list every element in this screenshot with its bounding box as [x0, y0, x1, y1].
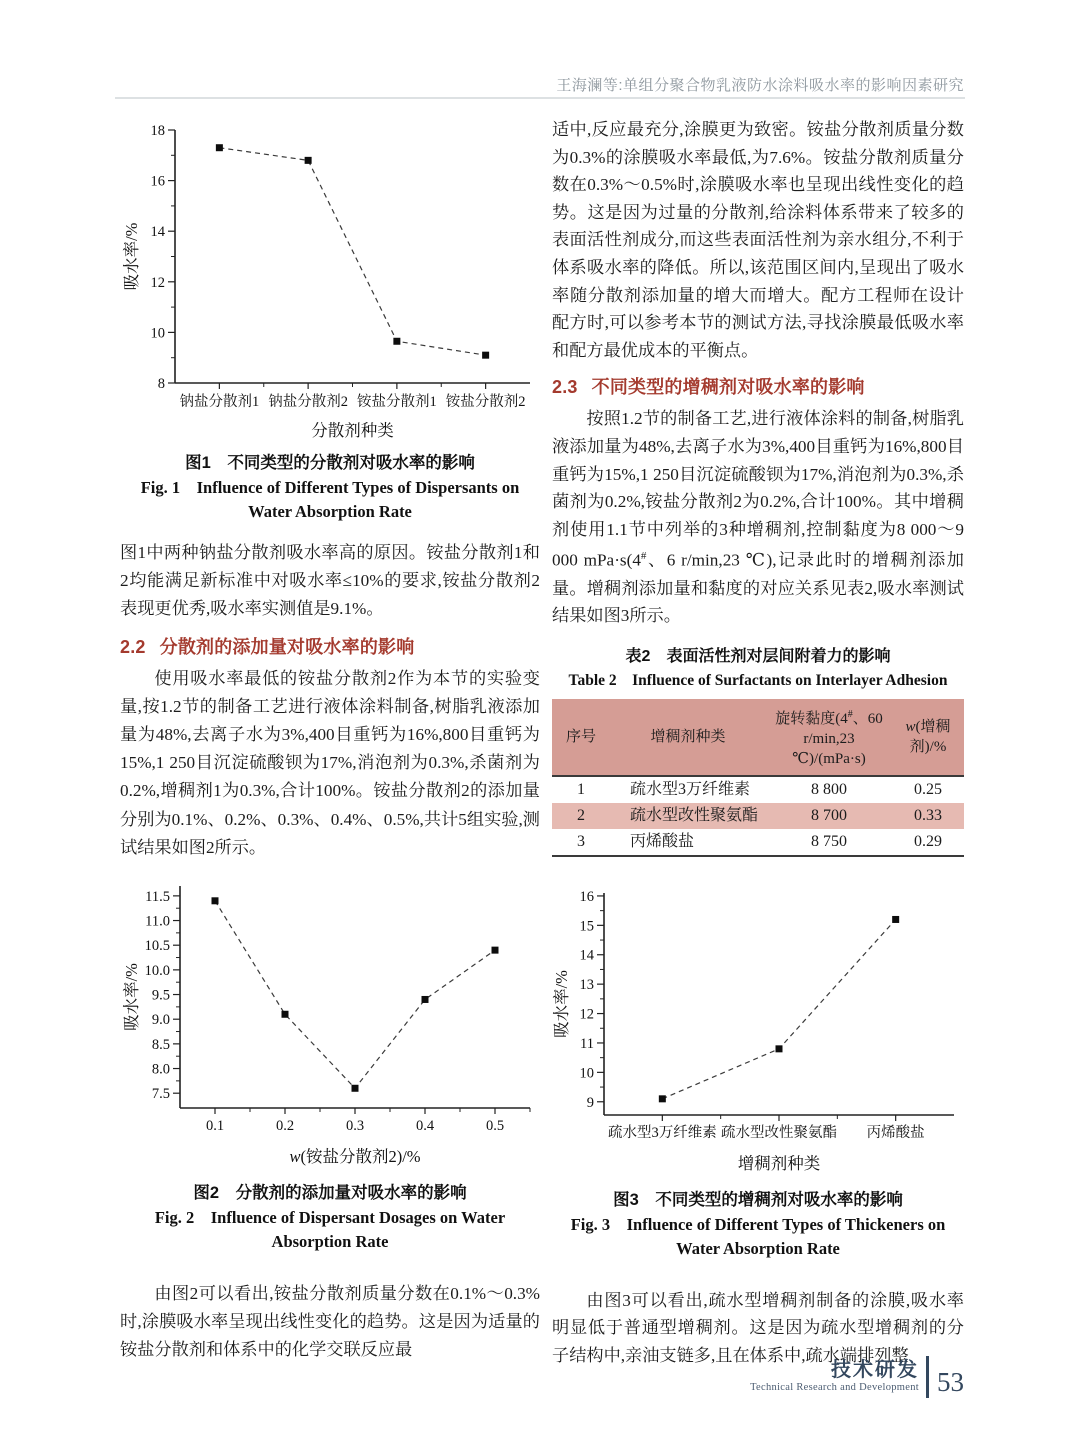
table2-caption-en: Table 2 Influence of Surfactants on Interlayer Adhesion — [568, 671, 948, 689]
svg-text:分散剂种类: 分散剂种类 — [311, 421, 394, 440]
table-row: 2 疏水型改性聚氨酯 8 700 0.33 — [552, 803, 964, 829]
footer-section-en: Technical Research and Development — [750, 1382, 919, 1393]
paragraph-fig3-discussion: 由图3可以看出,疏水型增稠剂制备的涂膜,吸水率明显低于普通型增稠剂。这是因为疏水型增稠剂的分子结构中,亲油支链多,且在体系中,疏水端排列整 — [552, 1290, 964, 1366]
svg-text:14: 14 — [150, 224, 165, 241]
svg-text:钠盐分散剂1: 钠盐分散剂1 — [179, 394, 260, 410]
svg-text:疏水型3万纤维素: 疏水型3万纤维素 — [607, 1124, 717, 1141]
figure3-caption-cn: 图3 不同类型的增稠剂对吸水率的影响 — [613, 1190, 903, 1209]
section-2-2-title: 分散剂的添加量对吸水率的影响 — [159, 636, 415, 657]
table2-header-index: 序号 — [552, 699, 610, 776]
svg-text:0.5: 0.5 — [485, 1118, 505, 1135]
figure1-caption — [120, 450, 540, 524]
svg-text:钠盐分散剂2: 钠盐分散剂2 — [268, 394, 348, 410]
svg-text:10.5: 10.5 — [144, 938, 170, 955]
table2-header-viscosity: 旋转黏度(4#、60 r/min,23 ℃)/(mPa·s) — [766, 699, 892, 776]
footer-section-labels — [750, 1359, 919, 1395]
svg-text:10: 10 — [579, 1065, 594, 1082]
page-number: 53 — [937, 1366, 964, 1397]
table2-header-row — [552, 699, 964, 776]
table2 — [552, 699, 964, 857]
paragraph-fig1-discussion: 图1中两种钠盐分散剂吸水率高的原因。铵盐分散剂1和2均能满足新标准中对吸水率≤10%的要求,铵盐分散剂2表现更优秀,吸水率实测值是9.1%。 — [120, 543, 540, 619]
figure2-caption — [120, 1180, 540, 1254]
paragraph-section-2-2: 使用吸水率最低的铵盐分散剂2作为本节的实验变量,按1.2节的制备工艺进行液体涂料制备,树脂乳液添加量为48%,去离子水为3%,400目重钙为16%,800目重钙为15%,1 250目沉淀硫酸钡为17%,消泡剂为0.3%,杀菌剂为0.2%,增稠剂1为0.3%,合计100%。铵盐分散剂2的添加量分别为0.1%、0.2%、0.3%、0.4%、0.5%,共计5组实验,测试结果如图2所示。 — [120, 668, 540, 857]
section-2-2-number: 2.2 — [120, 636, 146, 657]
table2-caption — [552, 644, 964, 692]
section-2-2-heading — [120, 633, 540, 659]
footer-section-cn: 技术研发 — [831, 1359, 919, 1381]
figure1-chart — [120, 112, 540, 444]
figure3-caption-en-line1: Fig. 3 Influence of Different Types of Thickeners on — [570, 1214, 946, 1234]
svg-text:铵盐分散剂1: 铵盐分散剂1 — [357, 394, 437, 410]
svg-text:吸水率/%: 吸水率/% — [122, 222, 141, 291]
svg-text:0.1: 0.1 — [205, 1118, 225, 1135]
table2-caption-cn: 表2 表面活性剂对层间附着力的影响 — [625, 647, 891, 665]
table-row: 3 丙烯酸盐 8 750 0.29 — [552, 829, 964, 856]
svg-text:8.0: 8.0 — [151, 1061, 170, 1078]
svg-text:10: 10 — [150, 325, 165, 342]
figure2-caption-cn: 图2 分散剂的添加量对吸水率的影响 — [193, 1184, 467, 1203]
svg-text:吸水率/%: 吸水率/% — [552, 969, 571, 1038]
svg-text:12: 12 — [150, 274, 165, 291]
figure3-chart — [552, 879, 964, 1181]
section-2-3-heading — [552, 373, 964, 399]
running-title: 王海澜等:单组分聚合物乳液防水涂料吸水率的影响因素研究 — [556, 77, 964, 94]
page-footer — [750, 1356, 964, 1398]
svg-text:13: 13 — [579, 976, 594, 993]
superscript-hash: # — [640, 550, 647, 563]
svg-text:7.5: 7.5 — [151, 1086, 170, 1103]
svg-text:11.5: 11.5 — [145, 888, 170, 905]
svg-text:9.0: 9.0 — [151, 1012, 170, 1029]
paragraph-section-2-3: 按照1.2节的制备工艺,进行液体涂料的制备,树脂乳液添加量为48%,去离子水为3%,400目重钙为16%,800目重钙为15%,1 250目沉淀硫酸钡为17%,消泡剂为0.3%,杀菌剂为0.2%,铵盐分散剂2为0.2%,合计100%。其中增稠剂使用1.1节中列举的3种增稠剂,控制黏度为8 000～9 000 mPa·s(4#、6 r/min,23 ℃),记录此时的增稠剂添加量。增稠剂添加量和黏度的对应关系见表2,吸水率测试结果如图3所示。 — [552, 409, 964, 626]
svg-text:9.5: 9.5 — [151, 987, 170, 1004]
left-column — [120, 112, 540, 1365]
figure2-caption-en-line2: Absorption Rate — [271, 1232, 389, 1252]
svg-text:铵盐分散剂2: 铵盐分散剂2 — [445, 394, 526, 410]
svg-text:0.4: 0.4 — [415, 1118, 435, 1135]
figure1-caption-cn: 图1 不同类型的分散剂对吸水率的影响 — [185, 454, 475, 472]
header-divider — [115, 97, 965, 99]
svg-text:14: 14 — [579, 947, 594, 964]
svg-text:15: 15 — [579, 918, 594, 935]
svg-text:16: 16 — [150, 173, 165, 190]
svg-text:吸水率/%: 吸水率/% — [122, 963, 141, 1031]
section-2-3-number: 2.3 — [552, 377, 578, 398]
footer-divider-bar — [926, 1356, 929, 1398]
paragraph-dispersant-continued: 适中,反应最充分,涂膜更为致密。铵盐分散剂质量分数为0.3%的涂膜吸水率最低,为7.6%。铵盐分散剂质量分数在0.3%～0.5%时,涂膜吸水率也呈现出线性变化的趋势。这是因为过量的分散剂,给涂料体系带来了较多的表面活性剂成分,而这些表面活性剂为亲水组分,不利于体系吸水率的降低。所以,该范围区间内,呈现出了吸水率随分散剂添加量的增大而增大。配方工程师在设计配方时,可以参考本节的测试方法,寻找涂膜最低吸水率和配方最优成本的平衡点。 — [552, 120, 964, 360]
svg-text:18: 18 — [150, 123, 165, 139]
svg-text:w(铵盐分散剂2)/%: w(铵盐分散剂2)/% — [289, 1147, 421, 1167]
table2-header-thickener-type: 增稠剂种类 — [610, 699, 766, 776]
figure1-caption-en-line2: Water Absorption Rate — [248, 502, 412, 521]
svg-text:增稠剂种类: 增稠剂种类 — [737, 1153, 821, 1173]
svg-text:8: 8 — [157, 376, 165, 392]
svg-text:10.0: 10.0 — [144, 962, 170, 979]
figure3-caption — [552, 1187, 964, 1261]
table-row: 1 疏水型3万纤维素 8 800 0.25 — [577, 780, 942, 798]
figure2-chart — [120, 872, 540, 1174]
right-column — [552, 112, 964, 1370]
svg-text:12: 12 — [579, 1006, 594, 1023]
svg-text:0.2: 0.2 — [275, 1118, 295, 1135]
svg-text:8.5: 8.5 — [151, 1036, 170, 1053]
figure2-caption-en-line1: Fig. 2 Influence of Dispersant Dosages on Water — [154, 1208, 506, 1228]
svg-text:16: 16 — [579, 888, 594, 905]
paragraph-fig2-discussion: 由图2可以看出,铵盐分散剂质量分数在0.1%～0.3%时,涂膜吸水率呈现出线性变化的趋势。这是因为适量的铵盐分散剂和体系中的化学交联反应最 — [120, 1284, 540, 1360]
svg-text:11.0: 11.0 — [145, 913, 170, 930]
table2-header-w-percent: w(增稠剂)/% — [892, 699, 964, 776]
section-2-3-title: 不同类型的增稠剂对吸水率的影响 — [591, 377, 865, 398]
figure1-caption-en-line1: Fig. 1 Influence of Different Types of Dispersants on — [140, 478, 520, 497]
svg-text:疏水型改性聚氨酯: 疏水型改性聚氨酯 — [721, 1124, 837, 1141]
svg-text:11: 11 — [580, 1035, 594, 1052]
svg-text:9: 9 — [586, 1094, 594, 1111]
svg-text:0.3: 0.3 — [345, 1118, 365, 1135]
svg-text:丙烯酸盐: 丙烯酸盐 — [866, 1124, 925, 1141]
figure3-caption-en-line2: Water Absorption Rate — [676, 1238, 840, 1258]
